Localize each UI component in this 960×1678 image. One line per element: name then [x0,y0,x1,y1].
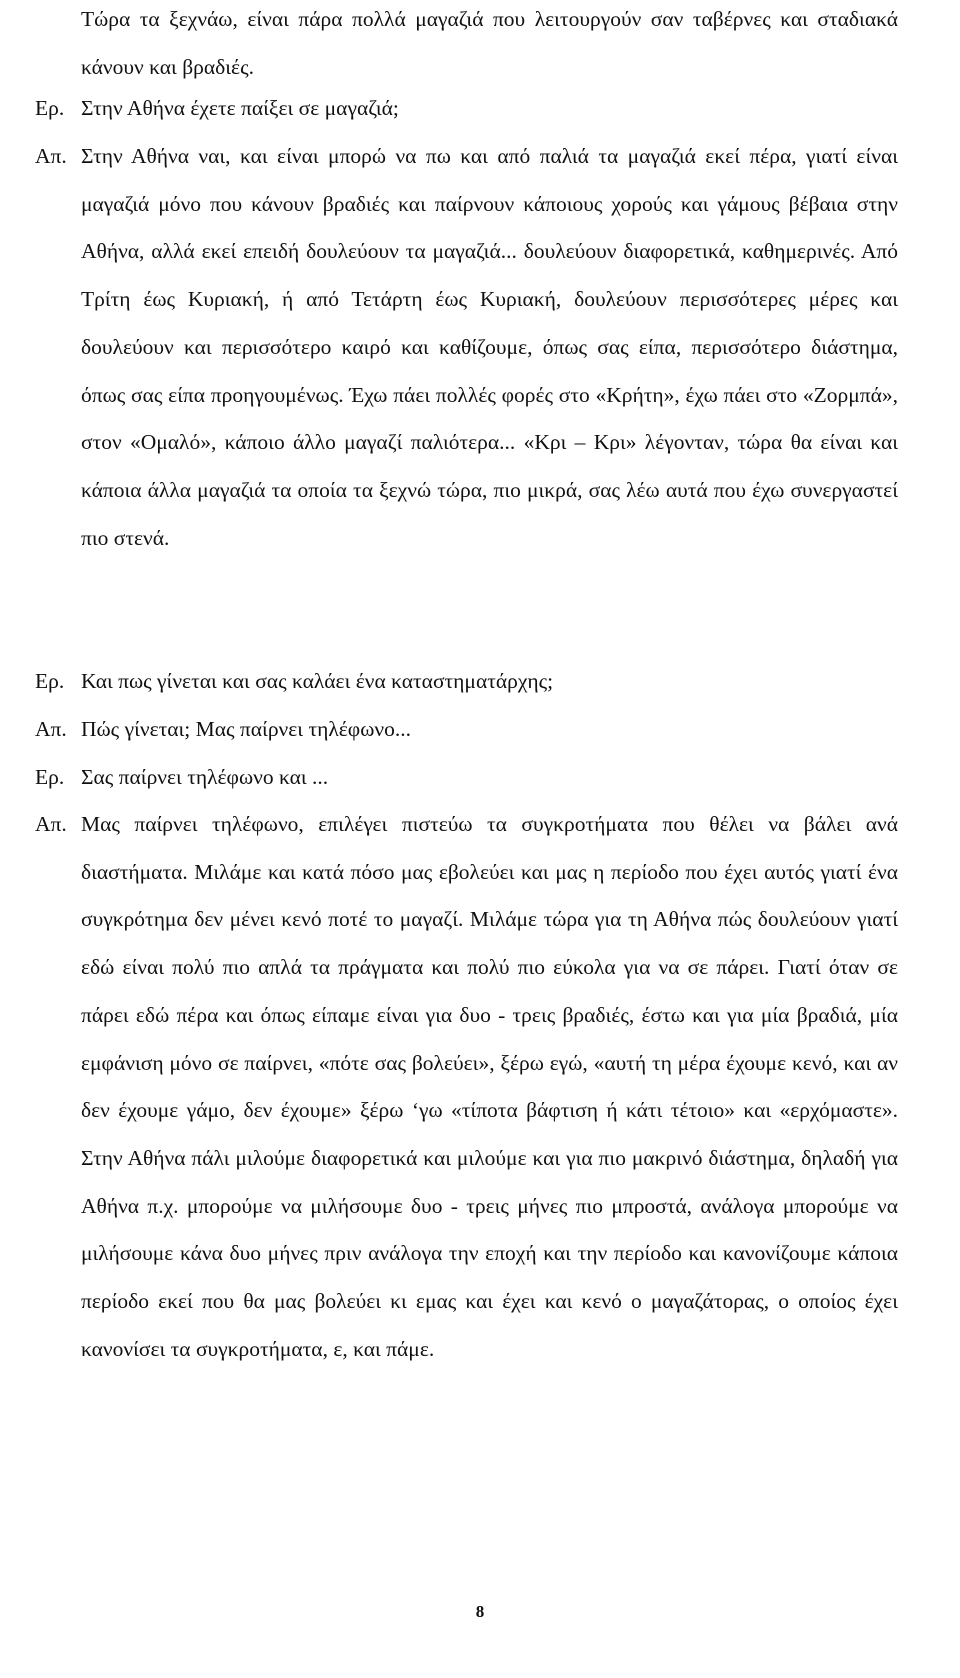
speaker-label-question: Ερ. [35,669,65,693]
answer-text: Πώς γίνεται; Μας παίρνει τηλέφωνο... [81,717,411,741]
answer-text: Στην Αθήνα ναι, και είναι μπορώ να πω και από παλιά τα μαγαζιά εκεί πέρα, γιατί είναι μαγαζιά μόνο που κάνουν βραδιές και παίρνουν κάποιους χορούς και γάμους βέβαια στην Αθήνα, αλλά εκεί επειδή δουλεύουν τα μαγαζιά... δουλεύουν διαφορετικά, καθημερινές. Από Τρίτη έως Κυριακή, ή από Τετάρτη έως Κυριακή, δουλεύουν περισσότερες μέρες και δουλεύουν και περισσότερο καιρό και καθίζουμε, όπως σας είπα, περισσότερο διάστημα, όπως σας είπα προηγουμένως. Έχω πάει πολλές φορές στο «Κρήτη», έχω πάει στο «Ζορμπά», στον «Ομαλό», κάποιο άλλο μαγαζί παλιότερα... «Κρι – Κρι» λέγονταν, τώρα θα είναι και κάποια άλλα μαγαζιά τα οποία τα ξεχνώ τώρα, πιο μικρά, σας λέω αυτά που έχω συνεργαστεί πιο στενά. [81,144,898,550]
page-number: 8 [475,1602,485,1621]
speaker-label-answer: Απ. [35,144,67,168]
speaker-label-question: Ερ. [35,96,65,120]
speaker-label-answer: Απ. [35,717,67,741]
question-text: Και πως γίνεται και σας καλάει ένα καταστηματάρχης; [81,669,554,693]
answer-text: Μας παίρνει τηλέφωνο, επιλέγει πιστεύω τα συγκροτήματα που θέλει να βάλει ανά διαστήματα. Μιλάμε και κατά πόσο μας εβολεύει και μας η περίοδο που έχει αυτός γιατί ένα συγκρότημα δεν μένει κενό ποτέ το μαγαζί. Μιλάμε τώρα για τη Αθήνα πώς δουλεύουν γιατί εδώ είναι πολύ πιο απλά τα πράγματα και πολύ πιο εύκολα για να σε πάρει. Γιατί όταν σε πάρει εδώ πέρα και όπως είπαμε είναι για δυο - τρεις βραδιές, έστω και για μία βραδιά, μία εμφάνιση μόνο σε παίρνει, «πότε σας βολεύει», ξέρω εγώ, «αυτή τη μέρα έχουμε κενό, και αν δεν έχουμε γάμο, δεν έχουμε» ξέρω ‘γω «τίποτα βάφτιση ή κάτι τέτοιο» και «ερχόμαστε». Στην Αθήνα πάλι μιλούμε διαφορετικά και μιλούμε και για πιο μακρινό διάστημα, δηλαδή για Αθήνα π.χ. μπορούμε να μιλήσουμε δυο - τρεις μήνες πιο μπροστά, ανάλογα μπορούμε να μιλήσουμε κάνα δυο μήνες πριν ανάλογα την εποχή και την περίοδο και κανονίζουμε κάποια περίοδο εκεί που θα μας βολεύει κι εμας και έχει και κενό ο μαγαζάτορας, ο οποίος έχει κανονίσει τα συγκροτήματα, ε, και πάμε. [81,812,898,1361]
question-text: Σας παίρνει τηλέφωνο και ... [81,765,329,789]
answer-continuation-text: Τώρα τα ξεχνάω, είναι πάρα πολλά μαγαζιά που λειτουργούν σαν ταβέρνες και σταδιακά κάνουν και βραδιές. [81,7,898,79]
speaker-label-answer: Απ. [35,812,67,836]
question-text: Στην Αθήνα έχετε παίξει σε μαγαζιά; [81,96,399,120]
speaker-label-question: Ερ. [35,765,65,789]
